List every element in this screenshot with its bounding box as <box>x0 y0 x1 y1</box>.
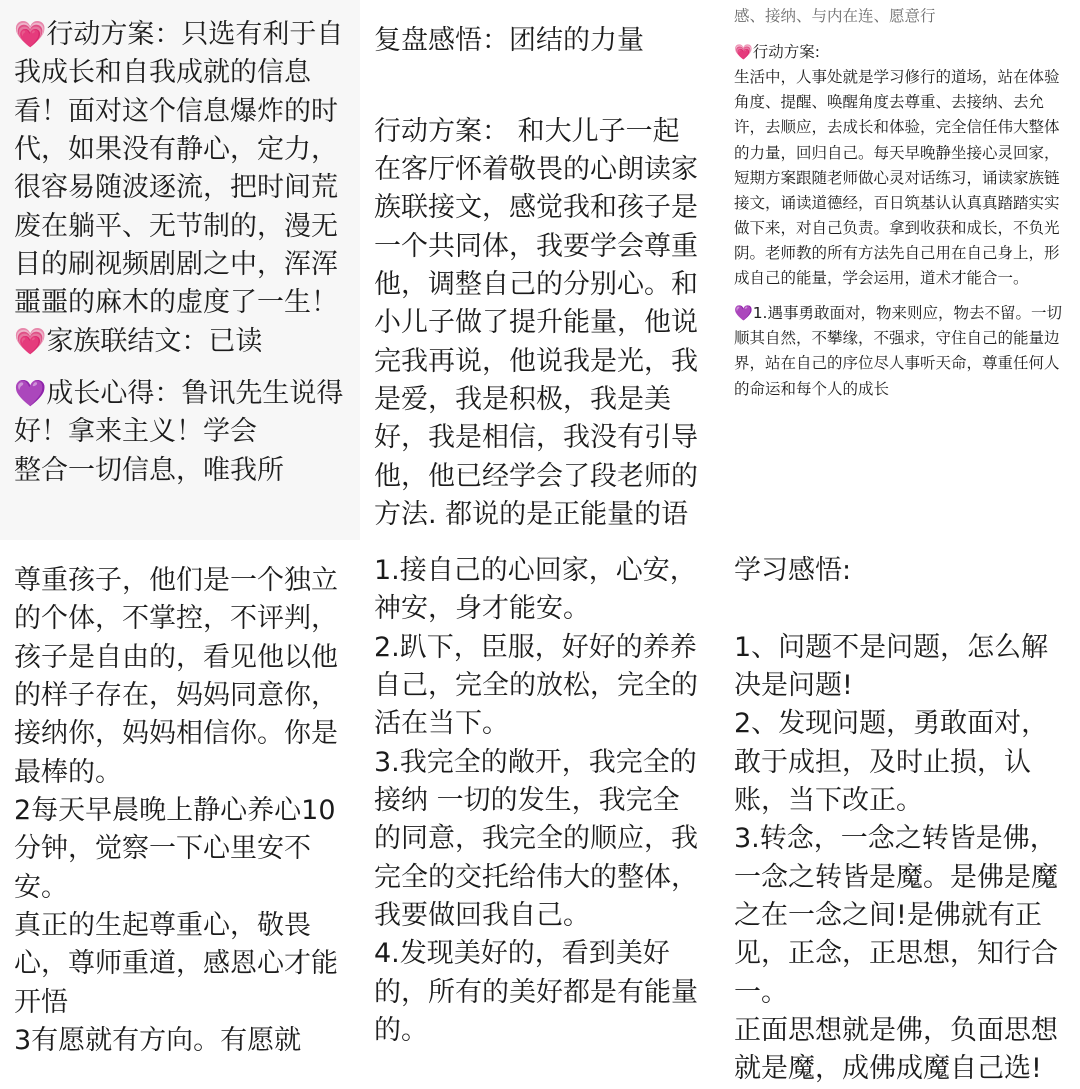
note-line-cut <box>14 544 346 562</box>
purple-heart-icon: 💜 <box>14 378 47 409</box>
note-panel-bottom-right <box>720 540 1080 1085</box>
note-panel-top-center <box>360 0 720 540</box>
note-text-1 <box>14 16 346 486</box>
note-line: 行动方案：只选有利于自我成长和自我成就的信息看！面对这个信息爆炸的时代，如果没有静心，定力，很容易随波逐流，把时间荒废在躺平、无节制的，漫无目的刷视频剧剧之中，浑浑噩噩的麻木的虚度了一生！ <box>14 19 344 319</box>
pink-heart-icon: 💗 <box>14 20 47 50</box>
note-line: 2每天早晨晚上静心养心10分钟，觉察一下心里安不安。 <box>14 794 336 903</box>
note-line: 3.我完全的敞开，我完全的接纳 一切的发生，我完全的同意，我完全的顺应，我完全的交托给伟大的整体，我要做回我自己。 <box>374 746 698 931</box>
note-panel-bottom-center <box>360 540 720 1080</box>
spacer <box>14 361 346 375</box>
note-text-3 <box>734 4 1066 402</box>
note-line: 3有愿就有方向。有愿就 <box>14 1024 302 1056</box>
note-subheading: 行动方案: <box>752 43 820 62</box>
note-heading: 学习感悟: <box>734 555 852 586</box>
note-panel-top-right <box>720 0 1080 540</box>
pink-heart-icon: 💗 <box>734 43 753 62</box>
note-panel-top-left <box>0 0 360 540</box>
note-line: 真正的生起尊重心，敬畏心，尊师重道，感恩心才能开悟 <box>14 909 338 1018</box>
note-line-clipped: 感、接纳、与内在连、愿意行 <box>734 7 936 25</box>
note-line: 2、发现问题，勇敢面对，敢于成担，及时止损，认账，当下改正。 <box>734 708 1049 816</box>
note-line-clipped: 整合一切信息，唯我所 <box>14 454 284 486</box>
note-line: 成长心得：鲁讯先生说得好！拿来主义！学会 <box>14 377 344 448</box>
note-line: 尊重孩子，他们是一个独立的个体，不掌控，不评判，孩子是自由的，看见他以他的样子存在，妈妈同意你，接纳你，妈妈相信你。你是最棒的。 <box>14 565 338 788</box>
note-text-4 <box>14 544 346 1060</box>
note-line: 正面思想就是佛，负面思想就是魔，成佛成魔自己选! <box>734 1014 1058 1085</box>
note-line: 生活中，人事处就是学习修行的道场，站在体验角度、提醒、唤醒角度去尊重、去接纳、去允许，去顺应，去成长和体验，完全信任伟大整体的力量，回归自己。每天早晚静坐接心灵回家，短期方案跟随老师做心灵对话练习，诵读家族链接文，诵读道德经，百日筑基认认真真踏踏实实做下来，对自己负责。拿到收获和成长，不负光阴。老师教的所有方法先自己用在自己身上，形成自己的能量，学会运用，道术才能合一。 <box>734 68 1060 288</box>
note-heading: 复盘感悟：团结的力量 <box>374 25 644 56</box>
note-text-2 <box>374 22 706 534</box>
note-line: 4.发现美好的，看到美好的，所有的美好都是有能量的。 <box>374 938 698 1046</box>
pink-heart-icon: 💗 <box>14 326 47 357</box>
note-text-5 <box>374 552 706 1050</box>
note-subheading: 1.遇事勇敢面对，物来则应，物去不留。一切顺其自然，不攀缘，不强求，守住自己的能量边界，站在自己的序位尽人事听天命，尊重任何人的命运和每个人的成长 <box>734 304 1062 398</box>
note-line: 1、问题不是问题，怎么解决是问题! <box>734 631 1049 701</box>
spacer <box>374 99 706 113</box>
note-line: 1.接自己的心回家，心安，神安，身才能安。 <box>374 555 697 625</box>
note-line: 2.趴下，臣服，好好的养养自己，完全的放松，完全的活在当下。 <box>374 631 698 740</box>
note-panel-bottom-left <box>0 540 360 1080</box>
note-text-6 <box>734 552 1066 1089</box>
note-line: 家族联结文：已读 <box>46 325 263 357</box>
purple-heart-icon: 💜 <box>734 304 753 323</box>
note-line: 行动方案： 和大儿子一起在客厅怀着敬畏的心朗读家族联接文，感觉我和孩子是一个共同体，我要学会尊重他，调整自己的分别心。和小儿子做了提升能量，他说完我再说，他说我是光，我是爱，我是积极，我是美好，我是相信，我没有引导他，他已经学会了段老师的方法. 都说的是正能量的语 <box>374 115 698 530</box>
note-line: 3.转念，一念之转皆是佛，一念之转皆是魔。是佛是魔之在一念之间!是佛就有正见，正念，正思想，知行合一。 <box>734 823 1058 1008</box>
spacer <box>734 291 1066 301</box>
